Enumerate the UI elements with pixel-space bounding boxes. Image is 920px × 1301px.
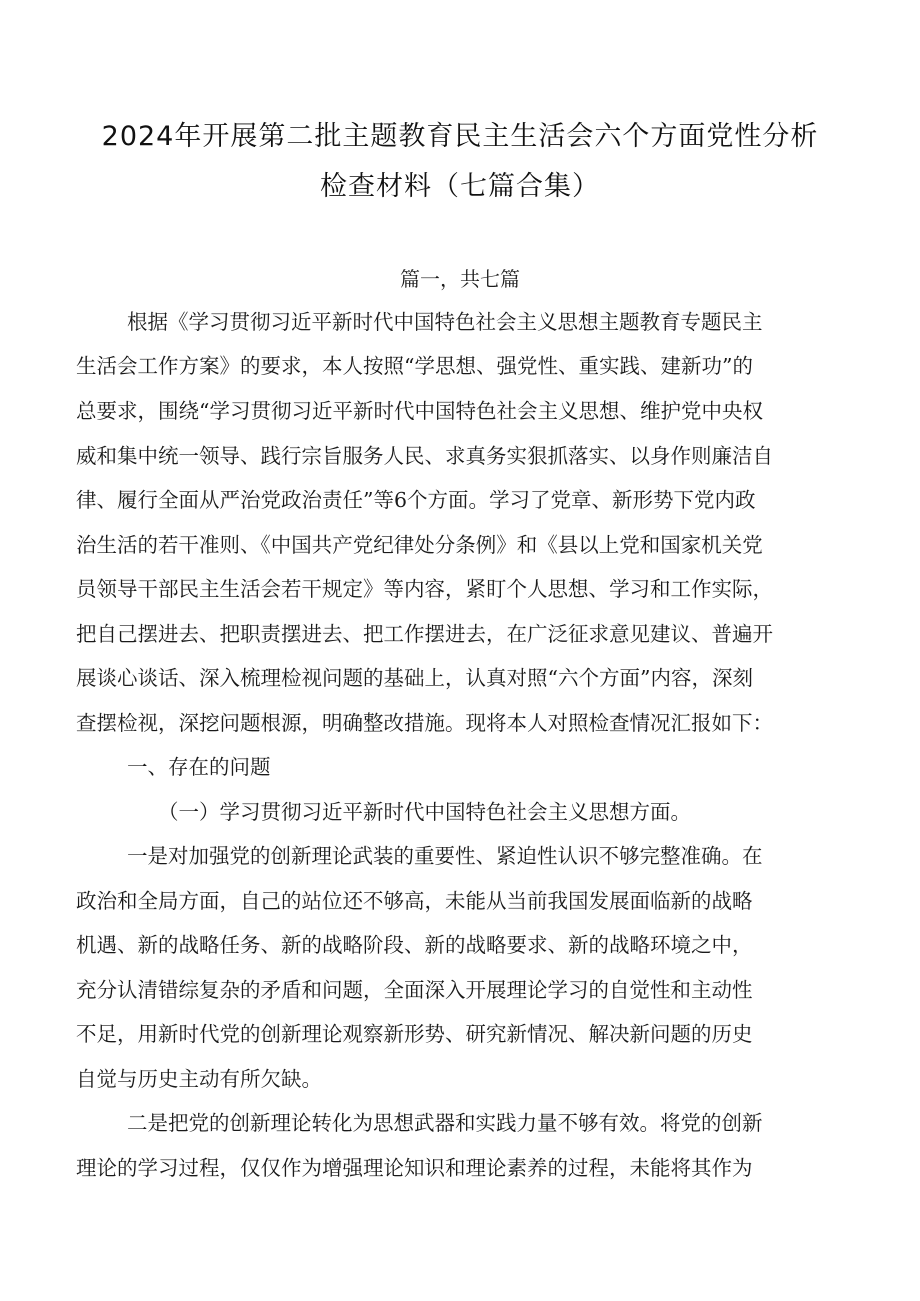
- body-line: 员领导干部民主生活会若干规定》等内容，紧盯个人思想、学习和工作实际，: [76, 577, 773, 601]
- body-line: 政治和全局方面，自己的站位还不够高，未能从当前我国发展面临新的战略: [76, 889, 753, 913]
- body-line: 机遇、新的战略任务、新的战略阶段、新的战略要求、新的战略环境之中，: [76, 933, 753, 957]
- body-line: 律、履行全面从严治党政治责任”等6个方面。学习了党章、新形势下党内政: [76, 488, 756, 512]
- section-heading: 一、存在的问题: [127, 755, 271, 779]
- body-line: 自觉与历史主动有所欠缺。: [76, 1067, 322, 1091]
- body-line: 理论的学习过程，仅仅作为增强理论知识和理论素养的过程，未能将其作为: [76, 1156, 753, 1180]
- body-line: 生活会工作方案》的要求，本人按照“学思想、强党性、重实践、建新功”的: [76, 354, 753, 378]
- body-line: 二是把党的创新理论转化为思想武器和实践力量不够有效。将党的创新: [127, 1111, 763, 1135]
- body-line: 把自己摆进去、把职责摆进去、把工作摆进去，在广泛征求意见建议、普遍开: [76, 622, 773, 646]
- body-line: 治生活的若干准则、《中国共产党纪律处分条例》和《县以上党和国家机关党: [76, 533, 763, 557]
- subsection-heading: （一）学习贯彻习近平新时代中国特色社会主义思想方面。: [158, 800, 691, 824]
- body-line: 根据《学习贯彻习近平新时代中国特色社会主义思想主题教育专题民主: [127, 310, 763, 334]
- body-line: 一是对加强党的创新理论武装的重要性、紧迫性认识不够完整准确。在: [127, 844, 763, 868]
- body-line: 展谈心谈话、深入梳理检视问题的基础上，认真对照“六个方面”内容，深刻: [76, 666, 753, 690]
- body-line: 总要求，围绕“学习贯彻习近平新时代中国特色社会主义思想、维护党中央权: [76, 399, 763, 423]
- document-title-line-1: 2024年开展第二批主题教育民主生活会六个方面党性分析: [101, 121, 819, 152]
- document-title-line-2: 检查材料（七篇合集）: [320, 171, 600, 202]
- body-line: 充分认清错综复杂的矛盾和问题，全面深入开展理论学习的自觉性和主动性: [76, 978, 753, 1002]
- body-line: 查摆检视，深挖问题根源，明确整改措施。现将本人对照检查情况汇报如下：: [76, 711, 773, 735]
- body-line: 不足，用新时代党的创新理论观察新形势、研究新情况、解决新问题的历史: [76, 1022, 753, 1046]
- body-line: 威和集中统一领导、践行宗旨服务人民、求真务实狠抓落实、以身作则廉洁自: [76, 444, 773, 468]
- section-subtitle: 篇一，共七篇: [400, 267, 520, 291]
